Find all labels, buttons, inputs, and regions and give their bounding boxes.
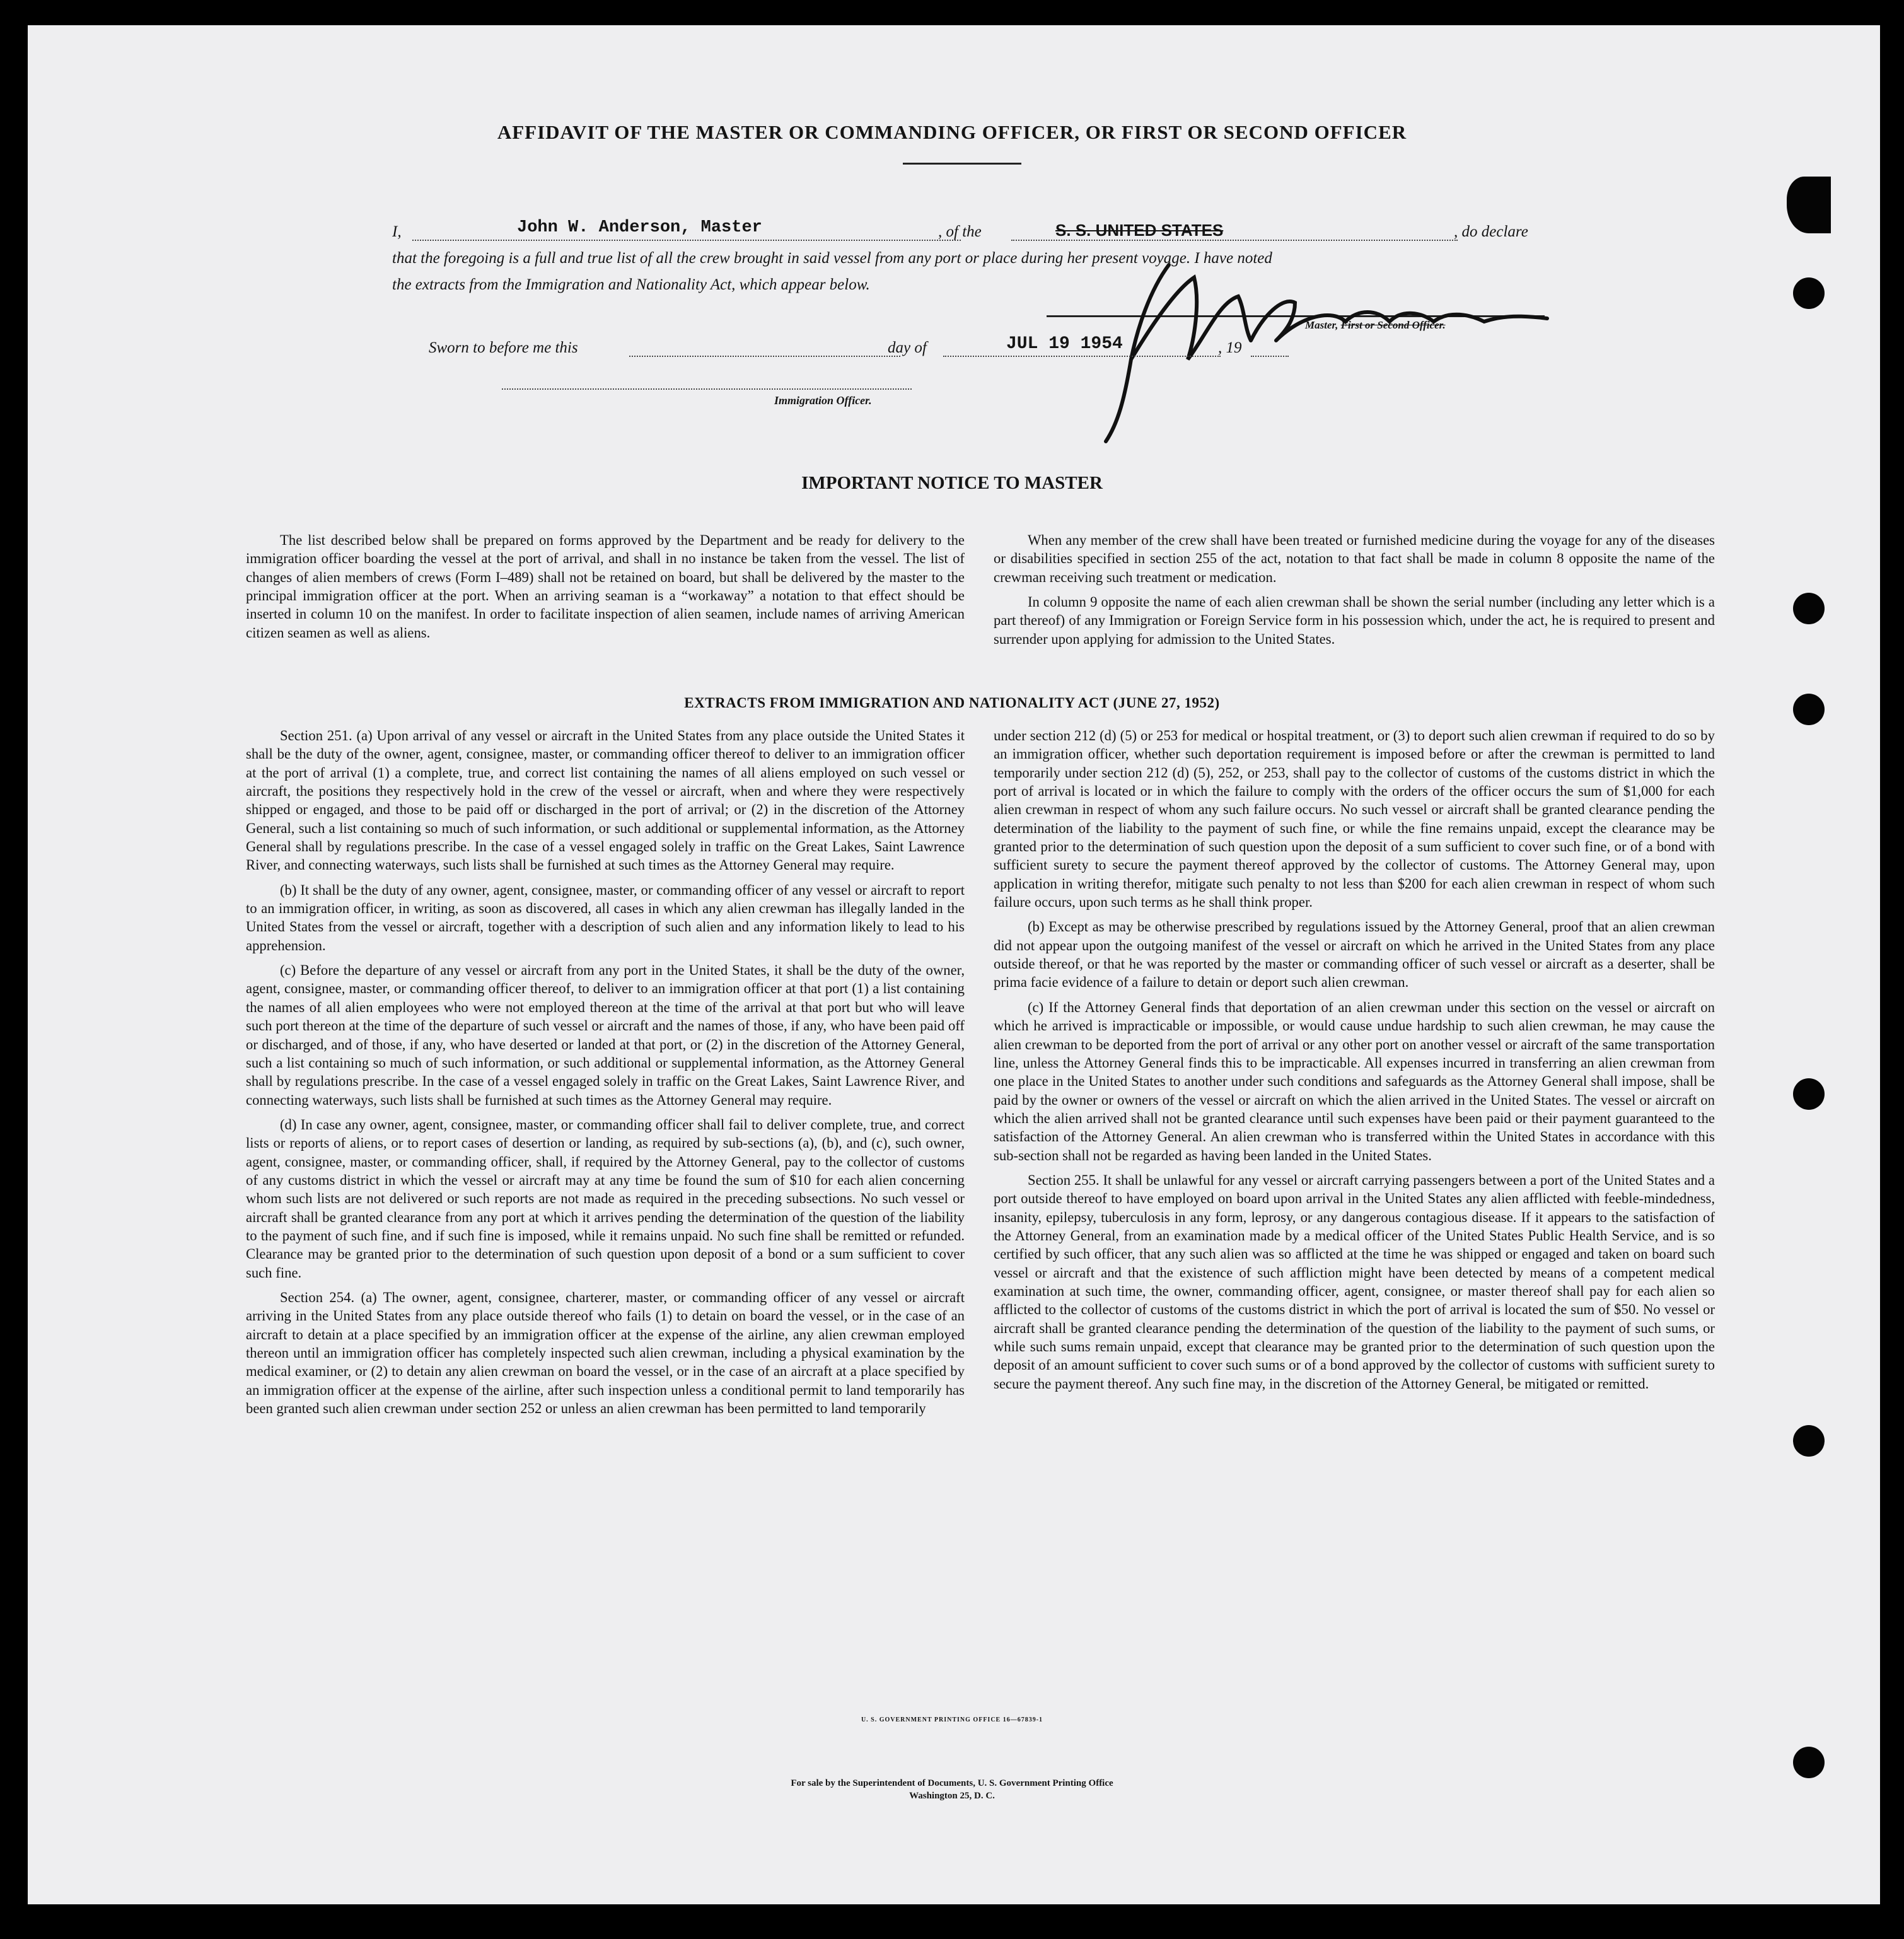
notice-left-paragraph: The list described below shall be prepared on forms approved by the Department and be ready for delivery to the immigration officer boarding the vessel at the port of arrival, and shall in no instance be taken from the vessel. The list of changes of alien members of crews (Form I–489) shall not be retained on board, but shall be delivered by the master to the principal immigration officer at the port. When an arriving seaman is a “workaway” a notation to that effect should be inserted in column 10 on the manifest. In order to facilitate inspection of alien seamen, include names of arriving American citizen seamen as well as aliens. — [246, 532, 965, 641]
extracts-left-column — [246, 726, 965, 1424]
year-suffix: , 19 — [1218, 339, 1242, 356]
torn-edge — [1787, 177, 1831, 233]
document-page — [28, 25, 1880, 1904]
sale-notice-line-2: Washington 25, D. C. — [909, 1791, 995, 1801]
day-of-label: day of — [888, 339, 927, 356]
sworn-month-line — [943, 354, 1221, 357]
sworn-label: Sworn to before me this — [429, 339, 578, 356]
statement-line-2: the extracts from the Immigration and Nationality Act, which appear below. — [392, 276, 870, 293]
i-label: I, — [392, 223, 402, 240]
binder-hole — [1793, 1078, 1825, 1110]
master-name-field: John W. Anderson, Master — [517, 218, 762, 237]
extracts-title: EXTRACTS FROM IMMIGRATION AND NATIONALITY ACT (JUNE 27, 1952) — [684, 695, 1220, 711]
binder-hole — [1793, 1425, 1825, 1457]
name-field-line — [412, 238, 961, 241]
section-254b: (b) Except as may be otherwise prescribed by regulations issued by the Attorney General, proof that an alien crewman did not appear upon the outgoing manifest of the vessel or aircraft on which he arrived in the United States from any place outside thereof, or that he was reported by the master or commanding officer of such vessel or aircraft as a deserter, shall be prima facie evidence of a failure to detain or deport such alien crewman. — [994, 919, 1715, 991]
master-signature — [1093, 252, 1572, 454]
year-line — [1251, 354, 1289, 357]
declare-label: , do declare — [1454, 223, 1528, 240]
section-251a: Section 251. (a) Upon arrival of any vessel or aircraft in the United States from any place outside the United States it shall be the duty of the owner, agent, consignee, master, or commanding officer thereof to deliver to an immigration officer at the port of arrival (1) a complete, true, and correct list containing the names of all aliens employed on such vessel or aircraft, the positions they respectively hold in the crew of the vessel or aircraft, when and where they were respectively shipped or engaged, and those to be paid off or discharged in the port of arrival; or (2) in the discretion of the Attorney General, such a list containing so much of such information, or such additional or supplemental information, as the Attorney General shall by regulations prescribe. In the case of a vessel engaged solely in traffic on the Great Lakes, Saint Lawrence River, and connecting waterways, such lists shall be furnished at such times as the Attorney General may require. — [246, 728, 965, 873]
binder-hole — [1793, 593, 1825, 624]
notice-right-paragraph-1: When any member of the crew shall have been treated or furnished medicine during the voyage for any of the diseases or disabilities specified in section 255 of the act, notation to that fact shall be made in column 8 opposite the name of the crewman receiving such treatment or medication. — [994, 532, 1715, 585]
extracts-right-column — [994, 726, 1715, 1399]
gpo-imprint: U. S. GOVERNMENT PRINTING OFFICE 16—67839-1 — [861, 1716, 1043, 1723]
immigration-officer-caption: Immigration Officer. — [774, 394, 872, 407]
vessel-field: S. S. UNITED STATES — [1055, 221, 1224, 240]
sworn-day-line — [629, 354, 900, 357]
statement-line-1: that the foregoing is a full and true list of all the crew brought in said vessel from any port or place during her present voyage. I have noted — [392, 250, 1272, 267]
section-251b: (b) It shall be the duty of any owner, agent, consignee, master, or commanding officer of any vessel or aircraft to report to an immigration officer, in writing, as soon as discovered, all cases in which any alien crewman has illegally landed in the United States from the vessel or aircraft, together with a description of such alien and any information likely to lead to his apprehension. — [246, 882, 965, 953]
sale-notice-line-1: For sale by the Superintendent of Documents, U. S. Government Printing Office — [791, 1778, 1113, 1788]
binder-hole — [1793, 694, 1825, 725]
notice-right-paragraph-2: In column 9 opposite the name of each alien crewman shall be shown the serial number (including any letter which is a part thereof) of any Immigration or Foreign Service form in his possession which, under the act, he is required to present and surrender upon applying for admission to the United States. — [994, 594, 1715, 647]
affidavit-title: AFFIDAVIT OF THE MASTER OR COMMANDING OFFICER, OR FIRST OR SECOND OFFICER — [497, 121, 1407, 143]
master-caption-label: Master, — [1305, 319, 1338, 331]
of-the-label: , of the — [938, 223, 982, 240]
section-255: Section 255. It shall be unlawful for any vessel or aircraft carrying passengers between a port of the United States and a port outside thereof to have employed on board upon arrival in the United States any alien afflicted with feeble-mindedness, insanity, epilepsy, tuberculosis in any form, leprosy, or any dangerous contagious disease. If it appears to the satisfaction of the Attorney General, from an examination made by a medical officer of the United States Public Health Service, and is so certified by such officer, that any such alien was so afflicted at the time he was shipped or engaged and taken on board such vessel or aircraft and that the existence of such affliction might have been detected by means of a competent medical examination at such time, the owner, commanding officer, agent, consignee, or master thereof shall pay for each alien so afflicted to the collector of customs of the customs district in which the port of arrival is located the sum of $50. No vessel or aircraft shall be granted clearance pending the determination of the question of the liability to the payment of such sums, or while such sums remain unpaid, except that clearance may be granted prior to the determination of such question upon the deposit of an amount sufficient to cover such sums or of a bond approved by the collector of customs with sufficient surety to secure the payment thereof. Any such fine may, in the discretion of the Attorney General, be mitigated or remitted. — [994, 1172, 1715, 1392]
section-251c: (c) Before the departure of any vessel or aircraft from any port in the United States, it shall be the duty of the owner, agent, consignee, master, or commanding officer thereof, to deliver to an immigration officer at that port (1) a list containing the names of all alien employees who were not employed thereon at the time of the arrival at that port but who will leave such port thereon at the time of the departure of such vessel or aircraft and the names of those, if any, who have been paid off or discharged, and of those, if any, who have deserted or landed at that port, or (2) in the discretion of the Attorney General, such a list containing so much of such information, or such additional or supplemental information, as the Attorney General shall by regulations prescribe. In the case of a vessel engaged solely in traffic on the Great Lakes, Saint Lawrence River, and connecting waterways, such lists shall be furnished at such times as the Attorney General may require. — [246, 962, 965, 1108]
section-251d: (d) In case any owner, agent, consignee, master, or commanding officer shall fail to deliver complete, true, and correct lists or reports of aliens, or to report cases of desertion or landing, as required by sub-sections (a), (b), and (c), such owner, agent, consignee, master, or commanding officer, shall, if required by the Attorney General, pay to the collector of customs of any customs district in which the vessel or aircraft may at any time be found the sum of $10 for each alien concerning whom such lists are not delivered or such reports are not made as required in the preceding subsections. No such vessel or aircraft shall be granted clearance from any port at which it arrives pending the determination of the question of the liability to the payment of such fine, and if such fine is imposed, while it remains unpaid. No such fine shall be remitted or refunded. Clearance may be granted prior to the determination of such question upon deposit of a bond or a sum sufficient to cover such fine. — [246, 1116, 965, 1281]
section-254a: Section 254. (a) The owner, agent, consignee, charterer, master, or commanding officer of any vessel or aircraft arriving in the United States from any place outside thereof who fails (1) to detain on board the vessel, or in the case of an aircraft to detain at a place specified by an immigration officer at the expense of the airline, any alien crewman employed thereon until an immigration officer has completely inspected such alien crewman, including a physical examination by the medical examiner, or (2) to detain any alien crewman on board the vessel, or in the case of an aircraft at a place specified by an immigration officer at the expense of the airline, after such inspection unless a conditional permit to land temporarily has been granted such alien crewman under section 252 or unless an alien crewman has been permitted to land temporarily — [246, 1289, 965, 1417]
sale-notice — [28, 1777, 1880, 1802]
notice-title: IMPORTANT NOTICE TO MASTER — [801, 473, 1103, 493]
struck-officer-caption: First or Second Officer. — [1340, 319, 1446, 331]
master-caption — [1305, 319, 1446, 332]
binder-hole — [1793, 1747, 1825, 1778]
notice-left-column — [246, 531, 965, 648]
sworn-date-stamp: JUL 19 1954 — [1006, 334, 1123, 354]
notice-right-column — [994, 531, 1715, 655]
binder-hole — [1793, 277, 1825, 309]
immigration-officer-line — [502, 387, 912, 390]
section-254a-continued: under section 212 (d) (5) or 253 for medical or hospital treatment, or (3) to deport such alien crewman if required to do so by an immigration officer, whether such deportation requirement is imposed before or after the crewman is permitted to land temporarily under section 212 (d) (5), 252, or 253, shall pay to the collector of customs of the customs district in which the port of arrival is located or in which the failure to comply with the orders of the officer occurs the sum of $1,000 for each alien crewman in respect of whom any such failure occurs. No such vessel or aircraft shall be granted clearance pending the determination of the liability to the payment of such fine, or while the fine remains unpaid, except the clearance may be granted prior to the determination of such question upon the deposit of a sum sufficient to cover such fine, or of a bond with sufficient surety to secure the payment thereof approved by the collector of customs. The Attorney General may, upon application in writing therefor, mitigate such penalty to not less than $200 for each alien crewman in respect of whom such failure occurs, upon such terms as he shall think proper. — [994, 728, 1715, 911]
section-254c: (c) If the Attorney General finds that deportation of an alien crewman under this section on the vessel or aircraft on which he arrived is impracticable or impossible, or would cause undue hardship to such alien crewman, he may cause the alien crewman to be deported from the port of arrival or any other port on another vessel or aircraft of the same transportation line, unless the Attorney General finds this to be impracticable. All expenses incurred in transferring an alien crewman from one place in the United States to another under such conditions and safeguards as the Attorney General shall impose, shall be paid by the owner or owners of the vessel or aircraft on which the alien arrived in the United States. The vessel or aircraft on which the alien arrived shall not be granted clearance until such expenses have been paid or their payment guaranteed to the satisfaction of the Attorney General. An alien crewman who is transferred within the United States in accordance with this sub-section shall not be regarded as having been landed in the United States. — [994, 999, 1715, 1163]
title-divider — [903, 163, 1021, 165]
